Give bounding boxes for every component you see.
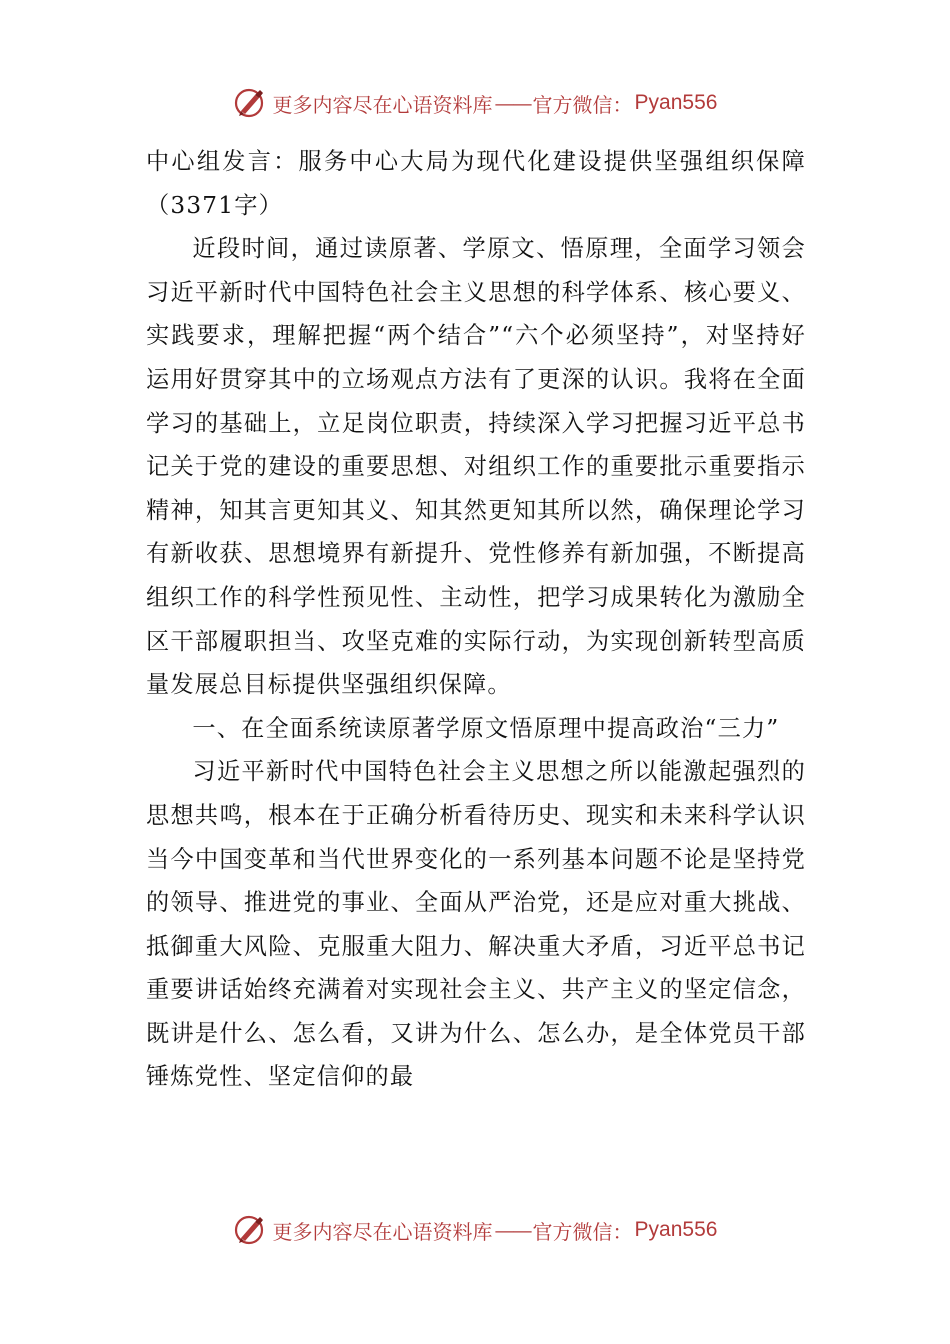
banner-contact-label: 官方微信：: [532, 92, 633, 117]
banner-text: 更多内容尽在心语资料库: [272, 92, 493, 117]
pen-logo-icon: [233, 1213, 267, 1247]
watermark-banner-bottom: [0, 1210, 950, 1250]
document-title: 中心组发言：服务中心大局为现代化建设提供坚强组织保障（3371字）: [146, 148, 806, 219]
banner-handle: Pyan556: [634, 1218, 718, 1241]
watermark-banner-top: [0, 83, 950, 123]
pen-logo-icon: [233, 86, 267, 120]
section-heading-1: 一、在全面系统读原著学原文悟原理中提高政治“三力”: [192, 714, 780, 742]
banner-handle: Pyan556: [634, 91, 718, 114]
document-body: [146, 140, 806, 1099]
banner-separator: ——: [494, 91, 531, 115]
banner-text: 更多内容尽在心语资料库: [272, 1219, 493, 1244]
paragraph-section-1: 习近平新时代中国特色社会主义思想之所以能激起强烈的思想共鸣，根本在于正确分析看待历史、现实和未来科学认识当今中国变革和当代世界变化的一系列基本问题不论是坚持党的领导、推进党的事业、全面从严治党，还是应对重大挑战、抵御重大风险、克服重大阻力、解决重大矛盾，习近平总书记重要讲话始终充满着对实现社会主义、共产主义的坚定信念，既讲是什么、怎么看，又讲为什么、怎么办，是全体党员干部锤炼党性、坚定信仰的最: [146, 758, 806, 1091]
paragraph-intro: 近段时间，通过读原著、学原文、悟原理，全面学习领会习近平新时代中国特色社会主义思想的科学体系、核心要义、实践要求，理解把握“两个结合”“六个必须坚持”，对坚持好运用好贯穿其中的立场观点方法有了更深的认识。我将在全面学习的基础上，立足岗位职责，持续深入学习把握习近平总书记关于党的建设的重要思想、对组织工作的重要批示重要指示精神，知其言更知其义、知其然更知其所以然，确保理论学习有新收获、思想境界有新提升、党性修养有新加强，不断提高组织工作的科学性预见性、主动性，把学习成果转化为激励全区干部履职担当、攻坚克难的实际行动，为实现创新转型高质量发展总目标提供坚强组织保障。: [146, 235, 806, 699]
banner-contact-label: 官方微信：: [532, 1219, 633, 1244]
banner-separator: ——: [494, 1218, 531, 1242]
